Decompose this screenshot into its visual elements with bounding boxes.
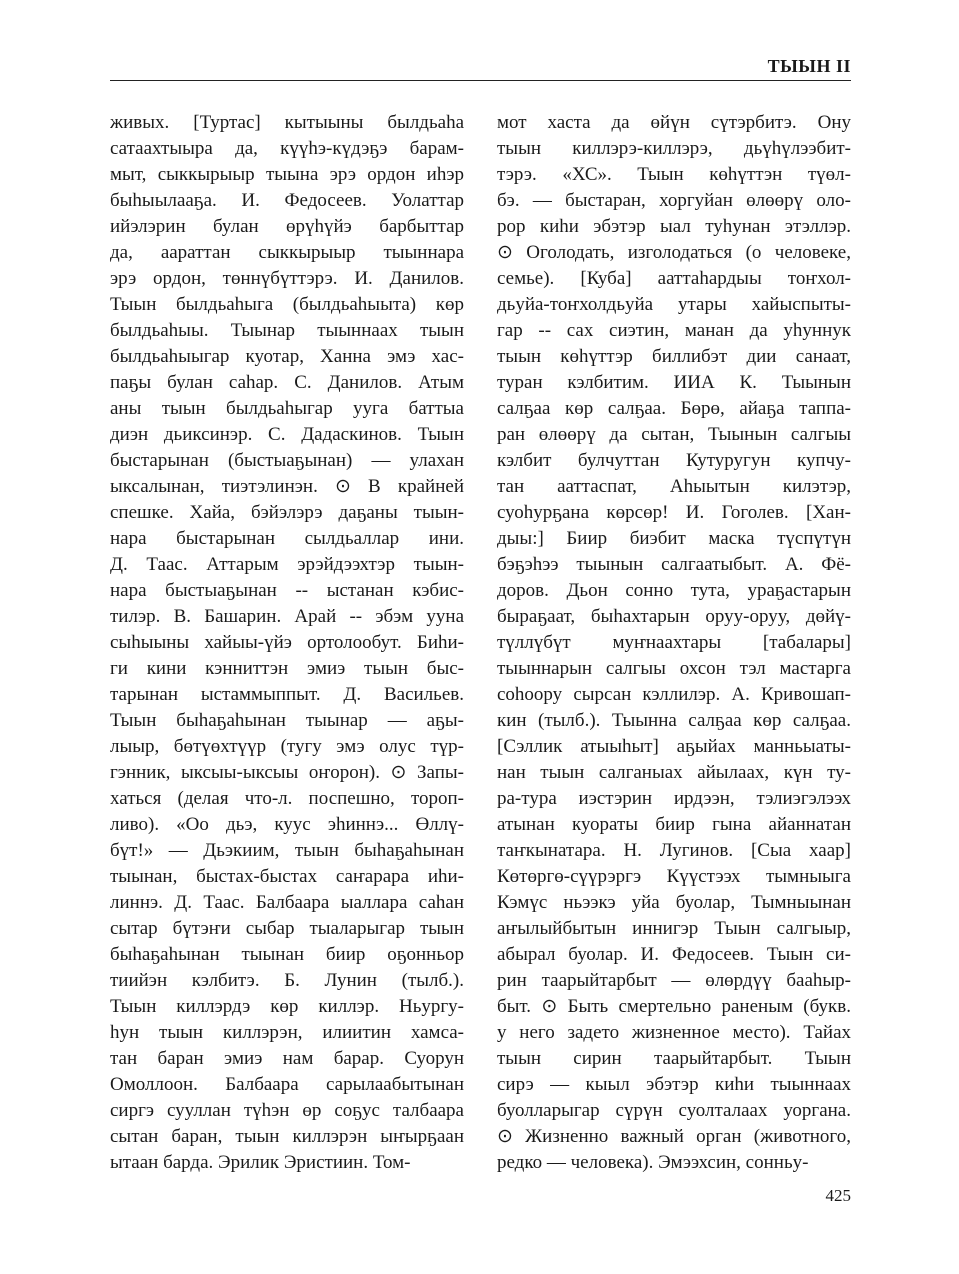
- text-line: Тыын киллэрдэ көр киллэр. Ньургу-: [110, 996, 464, 1017]
- text-line: ра-тура иэстэрин ирдээн, тэлиэгэлээх: [497, 788, 851, 809]
- text-line: буолларыгар сүрүн суолталаах уоргана.: [497, 1100, 851, 1121]
- text-line: гэнник, ыксыы-ыксыы оҥорон). ⊙ Запы-: [110, 762, 464, 783]
- text-line: тыын көһүттэр биллибэт дии санаат,: [497, 346, 851, 367]
- text-line: таҥкынатара. Н. Лугинов. [Сыа хаар]: [497, 840, 851, 861]
- text-line: ыксалынан, тиэтэлинэн. ⊙ В крайней: [110, 476, 464, 497]
- text-line: нара быстарынан сылдьаллар ини.: [110, 528, 464, 549]
- text-line: нан тыын салганыах айылаах, күн ту-: [497, 762, 851, 783]
- text-line: кин (тылб.). Тыынна салҕаа көр салҕаа.: [497, 710, 851, 731]
- text-line: сиргэ сууллан түһэн өр соҕус талбаара: [110, 1100, 464, 1121]
- text-line: Кэмүс ньээкэ уйа буолар, Тымныынан: [497, 892, 851, 913]
- text-line: гар -- сах сиэтин, манан да уһуннук: [497, 320, 851, 341]
- text-line: живых. [Туртас] кытыыны былдьаһа: [110, 112, 464, 133]
- text-line: тыынан, быстах-быстах саҥарара иһи-: [110, 866, 464, 887]
- right-column: [497, 110, 851, 1176]
- text-line: тыын сирин таарыйтарбыт. Тыын: [497, 1048, 851, 1069]
- text-line: лыыр, бөтүөхтүүр (тугу эмэ олус түр-: [110, 736, 464, 757]
- left-column: [110, 110, 464, 1176]
- text-line: тан ааттаспат, Аһыытын килэтэр,: [497, 476, 851, 497]
- text-line: ⊙ Оголодать, изголодаться (о человеке,: [497, 242, 851, 263]
- text-line: суоһурҕана көрсөр! И. Гоголев. [Хан-: [497, 502, 851, 523]
- text-line: Д. Таас. Аттарым эрэйдээхтэр тыын-: [110, 554, 464, 575]
- running-title: ТЫЫН II: [767, 56, 851, 76]
- text-line: линнэ. Д. Таас. Балбаара ыаллара саһан: [110, 892, 464, 913]
- text-line: спешке. Хайа, бэйэлэрэ даҕаны тыын-: [110, 502, 464, 523]
- text-line: тарынан ыстаммыппыт. Д. Васильев.: [110, 684, 464, 705]
- text-line: Омоллоон. Балбаара сарылаабытынан: [110, 1074, 464, 1095]
- text-line: эрэ ордон, төннүбүттэрэ. И. Данилов.: [110, 268, 464, 289]
- text-line: тилэр. В. Башарин. Арай -- эбэм ууна: [110, 606, 464, 627]
- text-line: тыыннарын салгыы охсон тэл мастарга: [497, 658, 851, 679]
- text-line: нара быстыаҕынан -- ыстанан кэбис-: [110, 580, 464, 601]
- text-line: бэ. — быстаран, хоргуйан өлөөрү оло-: [497, 190, 851, 211]
- text-line: сирэ — кыыл эбэтэр киһи тыыннаах: [497, 1074, 851, 1095]
- text-line: быһыылааҕа. И. Федосеев. Уолаттар: [110, 190, 464, 211]
- text-line: ийэлэрин булан өрүһүйэ барбыттар: [110, 216, 464, 237]
- text-line: кэлбит булчуттан Кутуругун купчу-: [497, 450, 851, 471]
- text-line: ран өлөөрү да сытан, Тыынын салгыы: [497, 424, 851, 445]
- text-line: рор киһи эбэтэр ыал туһунан этэллэр.: [497, 216, 851, 237]
- text-line: ⊙ Жизненно важный орган (животного,: [497, 1126, 851, 1147]
- text-line: быт. ⊙ Быть смертельно раненым (букв.: [497, 996, 851, 1017]
- text-line: ги кини кэнниттэн эмиэ тыын быс-: [110, 658, 464, 679]
- text-line: дьуйа-тоҥхолдьуйа утары хайыспыты-: [497, 294, 851, 315]
- text-line: тыын киллэрэ-киллэрэ, дьүһүлээбит-: [497, 138, 851, 159]
- text-line: быраҕаат, быһахтарын оруу-оруу, дөйү-: [497, 606, 851, 627]
- text-line: бэҕэһээ тыынын салгаатыбыт. А. Фё-: [497, 554, 851, 575]
- text-line: ытаан барда. Эрилик Эристиин. Том-: [110, 1152, 411, 1173]
- text-line: салҕаа көр салҕаа. Бөрө, айаҕа таппа-: [497, 398, 851, 419]
- text-line: Көтөргө-сүүрэргэ Күүстээх тымныыга: [497, 866, 851, 887]
- text-line: абырал буолар. И. Федосеев. Тыын си-: [497, 944, 851, 965]
- text-line: соһоору сырсан кэллилэр. А. Кривошап-: [497, 684, 851, 705]
- text-line: сатаахтыыра да, күүһэ-күдэҕэ барам-: [110, 138, 464, 159]
- text-line: мыт, сыккырыыр тыына эрэ ордон иһэр: [110, 164, 464, 185]
- text-line: быстарынан (быстыаҕынан) — улахан: [110, 450, 464, 471]
- text-line: у него задето жизненное место). Тайах: [497, 1022, 851, 1043]
- text-line: дыы:] Биир биэбит маска түспүтүн: [497, 528, 851, 549]
- text-line: бүт!» — Дьэкиим, тыын быһаҕаһынан: [110, 840, 464, 861]
- text-line: семье). [Куба] ааттаһардыы тоҥхол-: [497, 268, 851, 289]
- text-line: аҥылыйбытын иннигэр Тыын салгыыр,: [497, 918, 851, 939]
- text-line: быһаҕаһынан тыынан биир оҕонньор: [110, 944, 464, 965]
- text-line: диэн дьиксинэр. С. Дадаскинов. Тыын: [110, 424, 464, 445]
- text-line: Тыын былдьаһыга (былдьаһыыта) көр: [110, 294, 464, 315]
- text-line: рин таарыйтарбыт — өлөрдүү бааһыр-: [497, 970, 851, 991]
- text-line: доров. Дьон сонно тута, ураҕастарын: [497, 580, 851, 601]
- text-line: тиийэн кэлбитэ. Б. Лунин (тылб.).: [110, 970, 464, 991]
- text-line: ливо). «Оо дьэ, кууc эһиннэ... Өллү-: [110, 814, 464, 835]
- text-line: тан баран эмиэ нам барар. Суорун: [110, 1048, 464, 1069]
- text-line: [Сэллик атыыһыт] аҕыйах манньыаты-: [497, 736, 851, 757]
- text-line: сытар бүтэҥи сыбар тыаларыгар тыын: [110, 918, 464, 939]
- text-line: редко — человека). Эмээхсин, сонньу-: [497, 1152, 809, 1173]
- text-line: һун тыын киллэрэн, илиитин хамса-: [110, 1022, 464, 1043]
- text-line: сыһыыны хайыы-үйэ ортолообут. Биһи-: [110, 632, 464, 653]
- text-line: мот хаста да өйүн сүтэрбитэ. Ону: [497, 112, 851, 133]
- text-line: түллүбүт муҥнаахтары [табалары]: [497, 632, 851, 653]
- text-line: паҕы булан саһар. С. Данилов. Атым: [110, 372, 464, 393]
- page-header: [110, 56, 851, 81]
- text-line: туран кэлбитим. ИИА К. Тыынын: [497, 372, 851, 393]
- text-line: да, аараттан сыккырыыр тыыннара: [110, 242, 464, 263]
- text-line: атынан куораты биир гына айаннатан: [497, 814, 851, 835]
- page-number: 425: [825, 1186, 851, 1205]
- text-line: сытан баран, тыын киллэрэн ыҥырҕаан: [110, 1126, 464, 1147]
- text-line: тэрэ. «ХС». Тыын көһүттэн түөл-: [497, 164, 851, 185]
- text-line: Тыын быһаҕаһынан тыынар — аҕы-: [110, 710, 464, 731]
- text-line: хаться (делая что-л. поспешно, тороп-: [110, 788, 464, 809]
- text-line: аны тыын былдьаһыгар ууга баттыа: [110, 398, 464, 419]
- text-line: былдьаһыыгар куотар, Ханна эмэ хас-: [110, 346, 464, 367]
- text-line: былдьаһыы. Тыынар тыыннаах тыын: [110, 320, 464, 341]
